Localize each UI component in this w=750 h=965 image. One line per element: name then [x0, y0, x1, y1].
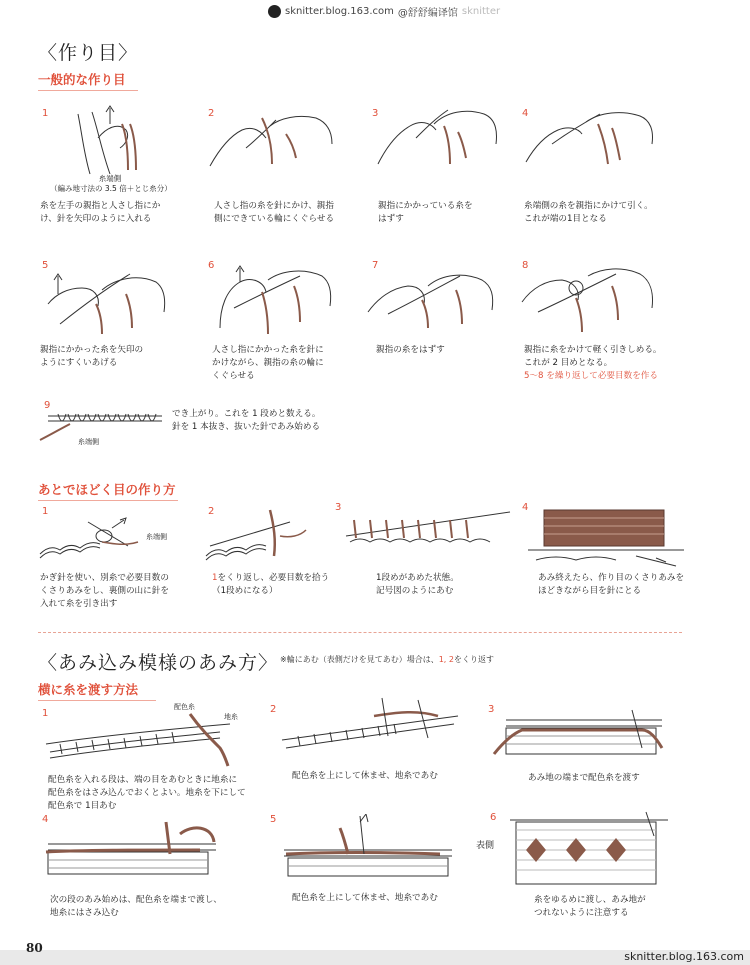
yarn-end-label: 糸端側 [78, 438, 99, 446]
step-caption: 次の段のあみ始めは、配色糸を端まで渡し、 地糸にはさみ込む [50, 895, 222, 918]
section-title-cast-on: 〈作り目〉 [38, 42, 139, 64]
cast-on-step4-illustration [522, 104, 658, 170]
step-caption: かぎ針を使い、別糸で必要目数の くさりあみをし、裏側の山に針を 入れて糸を引き出す [40, 573, 169, 609]
step-number: 6 [208, 260, 215, 271]
step-number: 7 [372, 260, 379, 271]
step-number: 4 [522, 108, 529, 119]
step-number: 1 [42, 108, 49, 119]
site-header [268, 4, 500, 19]
step-number: 5 [270, 814, 277, 825]
step-caption: 親指にかかった糸を矢印の ようにすくいあげる [40, 345, 144, 368]
yarn-end-label: 糸端側 （編み地寸法の 3.5 倍＋とじ糸分） [50, 174, 172, 193]
step-number: 3 [372, 108, 379, 119]
step-caption-highlight: 5〜8 を繰り返して必要目数を作る [524, 371, 658, 381]
cast-on-step3-illustration [374, 104, 500, 170]
blog-logo-icon [268, 5, 281, 18]
cast-on-step7-illustration [364, 264, 500, 330]
step-number: 5 [42, 260, 49, 271]
step-caption: あみ終えたら、作り目のくさりあみを ほどきながら目を針にとる [538, 573, 685, 596]
step-number: 3 [335, 502, 342, 513]
main-yarn-label: 地糸 [224, 713, 238, 721]
step-number: 1 [42, 506, 49, 517]
site-extra: sknitter [461, 6, 501, 17]
fair-isle-step4-illustration [40, 820, 224, 880]
step-number: 3 [488, 704, 495, 715]
step-caption: 1段めがあめた状態。 記号図のようにあむ [376, 573, 459, 596]
site-url[interactable]: sknitter.blog.163.com [285, 6, 394, 17]
step-number: 1 [42, 708, 49, 719]
step-caption: 親指に糸をかけて軽く引きしめる。 これが 2 目めとなる。 [524, 345, 662, 368]
cast-on-step2-illustration [206, 108, 336, 170]
step-number: 2 [208, 506, 215, 517]
cast-on-step1-illustration [70, 104, 170, 176]
section-title-fair-isle: 〈あみ込み模様のあみ方〉 [38, 652, 279, 674]
right-side-label: 表側 [476, 841, 495, 851]
section-note: ※輪にあむ（表側だけを見てあむ）場合は、1, 2をくり返す [280, 655, 494, 664]
fair-isle-step2-illustration [278, 696, 468, 758]
step-caption: 配色糸を上にして休ませ、地糸であむ [292, 893, 438, 903]
cast-on-step8-illustration [518, 262, 660, 334]
cast-on-step5-illustration [40, 264, 170, 336]
provisional-step2-illustration [204, 506, 308, 562]
provisional-step3-illustration [340, 506, 514, 550]
step-caption: 人さし指の糸を針にかけ、親指 側にできている輪にくぐらせる [214, 201, 335, 224]
page-number: 80 [26, 941, 43, 955]
fair-isle-step1-illustration [40, 708, 240, 768]
step-caption: 1をくり返し、必要目数を拾う （1段めになる） [212, 573, 330, 596]
step-number: 4 [522, 502, 529, 513]
provisional-step4-illustration [526, 504, 686, 568]
subtitle-provisional-cast-on: あとでほどく目の作り方 [38, 480, 178, 501]
cast-on-step6-illustration [210, 262, 336, 336]
section-divider [38, 632, 682, 633]
step-number: 9 [44, 400, 51, 411]
cast-on-finished-illustration [38, 406, 166, 446]
fair-isle-step3-illustration [492, 708, 672, 762]
site-user: @舒舒编译馆 [397, 8, 458, 19]
step-caption: 親指にかかっている糸を はずす [378, 201, 473, 224]
watermark: sknitter.blog.163.com [624, 950, 744, 963]
step-caption: あみ地の端まで配色糸を渡す [528, 773, 640, 783]
step-number: 2 [208, 108, 215, 119]
fair-isle-pattern-illustration [506, 810, 672, 888]
step-caption: 配色糸を上にして休ませ、地糸であむ [292, 771, 438, 781]
yarn-end-label: 糸端側 [146, 533, 167, 541]
step-number: 2 [270, 704, 277, 715]
step-caption: 糸を左手の親指と人さし指にか け、針を矢印のように入れる [40, 201, 161, 224]
subtitle-strand-carry: 横に糸を渡す方法 [38, 680, 156, 701]
subtitle-general-cast-on: 一般的な作り目 [38, 70, 138, 91]
step-caption: 親指の糸をはずす [376, 345, 445, 355]
step-caption: でき上がり。これを 1 段めと数える。 針を 1 本抜き、抜いた針であみ始める [172, 409, 321, 432]
step-caption: 人さし指にかかった糸を針に かけながら、親指の糸の輪に くぐらせる [212, 345, 324, 381]
step-number: 4 [42, 814, 49, 825]
step-caption: 糸をゆるめに渡し、あみ地が つれないように注意する [534, 895, 646, 918]
step-caption: 糸端側の糸を親指にかけて引く。 これが端の1目となる [524, 201, 653, 224]
fair-isle-step5-illustration [280, 814, 456, 880]
step-caption: 配色糸を入れる段は、端の目をあむときに地糸に 配色糸をはさみ込んでおくとよい。地糸を下にして 配色糸で 1目あむ [48, 775, 246, 811]
step-number: 8 [522, 260, 529, 271]
step-number: 6 [490, 812, 497, 823]
contrast-yarn-label: 配色糸 [174, 703, 195, 711]
